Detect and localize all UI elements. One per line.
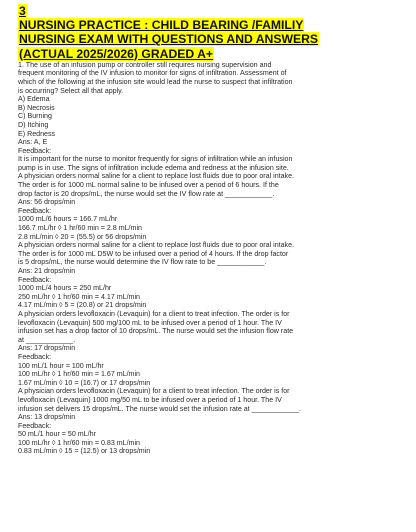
page-number: 3 bbox=[19, 4, 26, 18]
text-line: Ans: 56 drops/min bbox=[18, 198, 76, 207]
text-line: 250 mL/hr ◊ 1 hr/60 min = 4.17 mL/min bbox=[18, 292, 140, 301]
text-line: infusion set delivers 15 drops/mL. The nurse would set the infusion rate at ____________. bbox=[18, 404, 302, 413]
title-line-2 bbox=[18, 30, 406, 47]
text-line: 100 mL/hr ◊ 1 hr/60 min = 1.67 mL/min bbox=[18, 370, 140, 379]
text-line: A physician orders normal saline for a client to replace lost fluids due to poor oral intake. bbox=[18, 172, 295, 181]
text-line: 100 mL/1 hour = 100 mL/hr bbox=[18, 361, 104, 370]
text-line: levofloxacin (Levaquin) 500 mg/100 mL to be infused over a period of 1 hour. The IV bbox=[18, 318, 282, 327]
text-line: D) Itching bbox=[18, 120, 49, 129]
text-line: Feedback: bbox=[18, 352, 52, 361]
text-line: A physician orders levofloxacin (Levaquin) for a client to treat infection. The order is for bbox=[18, 387, 290, 396]
text-line: 2.8 mL/min ◊ 20 = (55.5) or 56 drops/min bbox=[18, 232, 147, 241]
text-line: at ____________. bbox=[18, 335, 76, 344]
text-line: Feedback: bbox=[18, 206, 52, 215]
title-block bbox=[18, 2, 406, 59]
text-line: 50 mL/1 hour = 50 mL/hr bbox=[18, 430, 96, 439]
text-line: A physician orders normal saline for a client to replace lost fluids due to poor oral intake. bbox=[18, 241, 295, 250]
text-line: The order is for 1000 mL normal saline to be infused over a period of 6 hours. If the bbox=[18, 181, 279, 190]
text-line: infusion set has a drop factor of 10 drops/mL. The nurse would set the infusion flow rate bbox=[18, 327, 294, 336]
text-line: It is important for the nurse to monitor frequently for signs of infiltration while an infusion bbox=[18, 155, 293, 164]
text-line: drop factor is 20 drops/mL, the nurse would set the IV flow rate at ____________. bbox=[18, 189, 275, 198]
text-line: is occurring? Select all that apply. bbox=[18, 86, 124, 95]
text-line: 1. The use of an infusion pump or controller still requires nursing supervision and bbox=[18, 60, 272, 69]
text-line: levofloxacin (Levaquin) 1000 mg/50 mL to be infused over a period of 1 hour. The IV bbox=[18, 395, 282, 404]
text-line: Feedback: bbox=[18, 421, 52, 430]
text-line: which of the following at the infusion site would lead the nurse to suspect that infiltration bbox=[18, 77, 293, 86]
document-page bbox=[14, 2, 406, 456]
document-body bbox=[14, 61, 406, 456]
text-line: Feedback: bbox=[18, 146, 52, 155]
title-text-1: NURSING PRACTICE : CHILD BEARING /FAMILIY bbox=[19, 18, 304, 33]
text-line: 1000 mL/4 hours = 250 mL/hr bbox=[18, 284, 112, 293]
title-text-3: (ACTUAL 2025/2026) GRADED A+ bbox=[19, 46, 214, 61]
text-line: The order is for 1000 mL D5W to be infused over a period of 4 hours. If the drop factor bbox=[18, 249, 289, 258]
text-line: Ans: 13 drops/min bbox=[18, 413, 76, 422]
text-line: Ans: A, E bbox=[18, 138, 48, 147]
text-line: pump is in use. The signs of infiltration include edema and redness at the infusion site. bbox=[18, 163, 289, 172]
text-line: B) Necrosis bbox=[18, 103, 55, 112]
text-line: Ans: 21 drops/min bbox=[18, 267, 76, 275]
text-line: frequent monitoring of the IV infusion to monitor for signs of infiltration. Assessment of bbox=[18, 69, 287, 78]
text-line: E) Redness bbox=[18, 129, 56, 138]
title-text-2: NURSING EXAM WITH QUESTIONS AND ANSWERS bbox=[19, 32, 319, 47]
text-line: 0.83 mL/min ◊ 15 = (12.5) or 13 drops/min bbox=[18, 447, 151, 456]
text-line: is 5 drops/mL, the nurse would determine the IV flow rate to be ____________. bbox=[18, 258, 267, 267]
title-line-3 bbox=[18, 45, 406, 59]
text-line: A) Edema bbox=[18, 95, 50, 104]
text-line: 166.7 mL/hr ◊ 1 hr/60 min = 2.8 mL/min bbox=[18, 224, 142, 233]
text-line: A physician orders levofloxacin (Levaquin) for a client to treat infection. The order is for bbox=[18, 309, 290, 318]
title-line-1 bbox=[18, 16, 406, 33]
text-line: 4.17 mL/min ◊ 5 = (20.8) or 21 drops/min bbox=[18, 301, 147, 310]
text-line: 100 mL/hr ◊ 1 hr/60 min = 0.83 mL/min bbox=[18, 438, 140, 447]
text-line: 1000 mL/6 hours = 166.7 mL/hr bbox=[18, 215, 118, 224]
page-number-line bbox=[18, 2, 406, 16]
text-line: C) Burning bbox=[18, 112, 52, 121]
text-line: Feedback: bbox=[18, 275, 52, 284]
text-line: 1.67 mL/min ◊ 10 = (16.7) or 17 drops/min bbox=[18, 378, 151, 387]
text-line: Ans: 17 drops/min bbox=[18, 344, 76, 353]
